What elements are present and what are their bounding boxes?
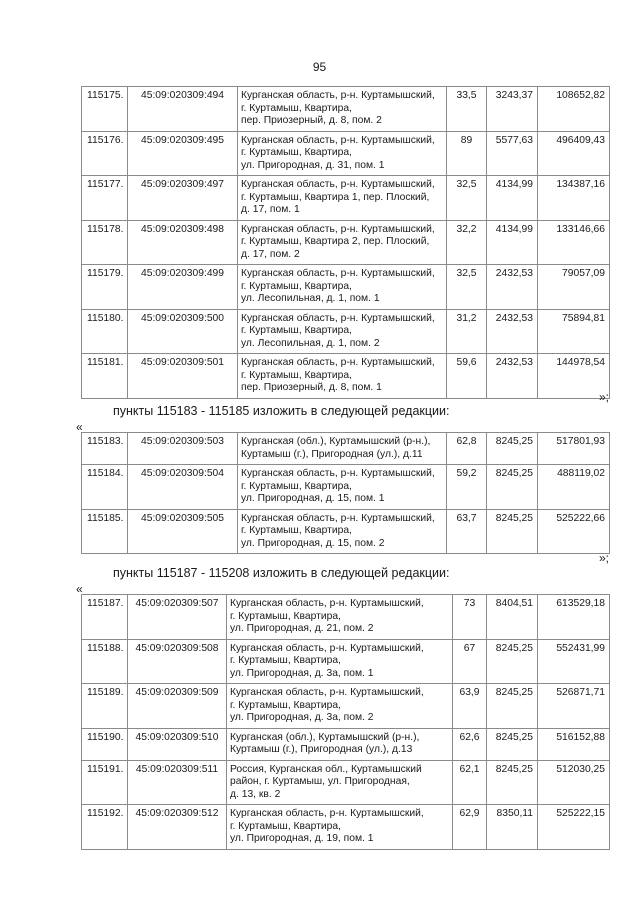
unit-price: 8245,25 — [487, 509, 538, 554]
unit-price: 8404,51 — [487, 595, 538, 640]
table-row — [82, 509, 610, 554]
table-row — [82, 176, 610, 221]
cadastral-number: 45:09:020309:503 — [128, 433, 238, 465]
area-value: 32,5 — [447, 176, 487, 221]
table-row — [82, 265, 610, 310]
table-row — [82, 639, 610, 684]
row-number: 115181. — [82, 354, 128, 399]
table-row — [82, 805, 610, 850]
address: Курганская область, р-н. Куртамышский, г. Куртамыш, Квартира, ул. Лесопильная, д. 1, пом. 2 — [238, 309, 447, 354]
paragraph-amend-115183: пункты 115183 - 115185 изложить в следующей редакции: — [113, 404, 450, 418]
row-number: 115177. — [82, 176, 128, 221]
area-value: 32,5 — [447, 265, 487, 310]
page-number: 95 — [312, 60, 327, 74]
unit-price: 4134,99 — [487, 176, 538, 221]
unit-price: 8245,25 — [487, 639, 538, 684]
row-number: 115175. — [82, 87, 128, 132]
area-value: 62,8 — [447, 433, 487, 465]
area-value: 89 — [447, 131, 487, 176]
cadastral-number: 45:09:020309:501 — [128, 354, 238, 399]
table-row — [82, 309, 610, 354]
opening-quote-2: « — [76, 582, 83, 596]
cadastral-number: 45:09:020309:495 — [128, 131, 238, 176]
table-row — [82, 87, 610, 132]
address: Курганская область, р-н. Куртамышский, г. Куртамыш, Квартира, пер. Приозерный, д. 8, пом. 2 — [238, 87, 447, 132]
area-value: 33,5 — [447, 87, 487, 132]
cadastral-number: 45:09:020309:507 — [128, 595, 227, 640]
property-table-3 — [81, 594, 610, 850]
paragraph-amend-115187: пункты 115187 - 115208 изложить в следующей редакции: — [113, 566, 450, 580]
closing-quote-1: »; — [598, 390, 609, 404]
address: Курганская область, р-н. Куртамышский, г. Куртамыш, Квартира, ул. Пригородная, д. 21, пом. 2 — [227, 595, 453, 640]
cadastral-number: 45:09:020309:497 — [128, 176, 238, 221]
table-row — [82, 684, 610, 729]
table-row — [82, 465, 610, 510]
address: Курганская (обл.), Куртамышский (р-н.), Куртамыш (г.), Пригородная (ул.), д.11 — [238, 433, 447, 465]
cadastral-number: 45:09:020309:512 — [128, 805, 227, 850]
unit-price: 8245,25 — [487, 760, 538, 805]
address: Курганская область, р-н. Куртамышский, г. Куртамыш, Квартира, ул. Пригородная, д. 15, пом. 2 — [238, 509, 447, 554]
closing-quote-2: »; — [598, 551, 609, 565]
address: Россия, Курганская обл., Куртамышский район, г. Куртамыш, ул. Пригородная, д. 13, кв. 2 — [227, 760, 453, 805]
table-row — [82, 354, 610, 399]
cadastral-number: 45:09:020309:494 — [128, 87, 238, 132]
address: Курганская область, р-н. Куртамышский, г. Куртамыш, Квартира, ул. Пригородная, д. 3а, пом. 2 — [227, 684, 453, 729]
row-number: 115191. — [82, 760, 128, 805]
area-value: 59,6 — [447, 354, 487, 399]
unit-price: 2432,53 — [487, 265, 538, 310]
address: Курганская область, р-н. Куртамышский, г. Куртамыш, Квартира, ул. Пригородная, д. 19, пом. 1 — [227, 805, 453, 850]
total-value: 75894,81 — [538, 309, 610, 354]
total-value: 133146,66 — [538, 220, 610, 265]
opening-quote-1: « — [76, 420, 83, 434]
address: Курганская область, р-н. Куртамышский, г. Куртамыш, Квартира, ул. Пригородная, д. 15, пом. 1 — [238, 465, 447, 510]
unit-price: 2432,53 — [487, 309, 538, 354]
address: Курганская (обл.), Куртамышский (р-н.), Куртамыш (г.), Пригородная (ул.), д.13 — [227, 728, 453, 760]
cadastral-number: 45:09:020309:509 — [128, 684, 227, 729]
row-number: 115183. — [82, 433, 128, 465]
total-value: 525222,66 — [538, 509, 610, 554]
cadastral-number: 45:09:020309:504 — [128, 465, 238, 510]
area-value: 63,9 — [453, 684, 487, 729]
total-value: 144978,54 — [538, 354, 610, 399]
unit-price: 8350,11 — [487, 805, 538, 850]
total-value: 552431,99 — [538, 639, 610, 684]
area-value: 67 — [453, 639, 487, 684]
unit-price: 4134,99 — [487, 220, 538, 265]
area-value: 73 — [453, 595, 487, 640]
address: Курганская область, р-н. Куртамышский, г. Куртамыш, Квартира 1, пер. Плоский, д. 17, пом. 1 — [238, 176, 447, 221]
row-number: 115190. — [82, 728, 128, 760]
area-value: 62,1 — [453, 760, 487, 805]
total-value: 525222,15 — [538, 805, 610, 850]
row-number: 115185. — [82, 509, 128, 554]
unit-price: 8245,25 — [487, 728, 538, 760]
table-row — [82, 760, 610, 805]
address: Курганская область, р-н. Куртамышский, г. Куртамыш, Квартира, ул. Лесопильная, д. 1, пом. 1 — [238, 265, 447, 310]
row-number: 115188. — [82, 639, 128, 684]
row-number: 115187. — [82, 595, 128, 640]
table-row — [82, 131, 610, 176]
table-row — [82, 433, 610, 465]
cadastral-number: 45:09:020309:498 — [128, 220, 238, 265]
area-value: 62,6 — [453, 728, 487, 760]
total-value: 134387,16 — [538, 176, 610, 221]
cadastral-number: 45:09:020309:500 — [128, 309, 238, 354]
cadastral-number: 45:09:020309:505 — [128, 509, 238, 554]
cadastral-number: 45:09:020309:499 — [128, 265, 238, 310]
total-value: 512030,25 — [538, 760, 610, 805]
unit-price: 2432,53 — [487, 354, 538, 399]
table-row — [82, 220, 610, 265]
address: Курганская область, р-н. Куртамышский, г. Куртамыш, Квартира, ул. Пригородная, д. 3а, пом. 1 — [227, 639, 453, 684]
unit-price: 8245,25 — [487, 433, 538, 465]
row-number: 115189. — [82, 684, 128, 729]
total-value: 613529,18 — [538, 595, 610, 640]
unit-price: 5577,63 — [487, 131, 538, 176]
address: Курганская область, р-н. Куртамышский, г. Куртамыш, Квартира, пер. Приозерный, д. 8, пом. 1 — [238, 354, 447, 399]
property-table-1 — [81, 86, 610, 399]
area-value: 59,2 — [447, 465, 487, 510]
table-row — [82, 728, 610, 760]
total-value: 496409,43 — [538, 131, 610, 176]
area-value: 63,7 — [447, 509, 487, 554]
address: Курганская область, р-н. Куртамышский, г. Куртамыш, Квартира, ул. Пригородная, д. 31, пом. 1 — [238, 131, 447, 176]
total-value: 517801,93 — [538, 433, 610, 465]
unit-price: 8245,25 — [487, 684, 538, 729]
area-value: 62,9 — [453, 805, 487, 850]
total-value: 488119,02 — [538, 465, 610, 510]
unit-price: 3243,37 — [487, 87, 538, 132]
unit-price: 8245,25 — [487, 465, 538, 510]
row-number: 115192. — [82, 805, 128, 850]
table-row — [82, 595, 610, 640]
total-value: 79057,09 — [538, 265, 610, 310]
total-value: 108652,82 — [538, 87, 610, 132]
cadastral-number: 45:09:020309:510 — [128, 728, 227, 760]
total-value: 516152,88 — [538, 728, 610, 760]
area-value: 31,2 — [447, 309, 487, 354]
row-number: 115180. — [82, 309, 128, 354]
row-number: 115184. — [82, 465, 128, 510]
address: Курганская область, р-н. Куртамышский, г. Куртамыш, Квартира 2, пер. Плоский, д. 17, пом. 2 — [238, 220, 447, 265]
row-number: 115179. — [82, 265, 128, 310]
area-value: 32,2 — [447, 220, 487, 265]
total-value: 526871,71 — [538, 684, 610, 729]
property-table-2 — [81, 432, 610, 554]
cadastral-number: 45:09:020309:508 — [128, 639, 227, 684]
row-number: 115178. — [82, 220, 128, 265]
cadastral-number: 45:09:020309:511 — [128, 760, 227, 805]
row-number: 115176. — [82, 131, 128, 176]
